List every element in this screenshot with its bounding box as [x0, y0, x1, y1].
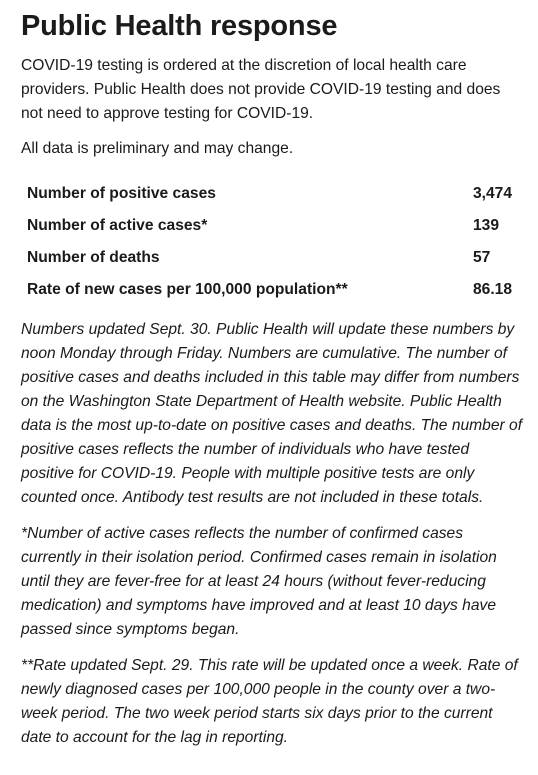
page-title: Public Health response — [21, 10, 338, 42]
stat-label-active-cases: Number of active cases* — [27, 217, 208, 234]
preliminary-notice: All data is preliminary and may change. — [21, 140, 294, 157]
stat-value-new-case-rate: 86.18 — [473, 281, 513, 298]
stats-table — [21, 178, 517, 306]
stat-value-deaths: 57 — [473, 249, 491, 266]
rate-footnote: **Rate updated Sept. 29. This rate will be updated once a week. Rate of newly diagnosed cases per 100,000 people in the county over a two-week period. The two week period starts six days prior to the current date to account for the lag in reporting. — [21, 657, 518, 746]
table-row — [21, 210, 517, 242]
table-row — [21, 242, 517, 274]
stat-label-new-case-rate: Rate of new cases per 100,000 population** — [27, 281, 348, 298]
table-row — [21, 178, 517, 210]
table-row — [21, 274, 517, 306]
stat-label-positive-cases: Number of positive cases — [27, 185, 216, 202]
stat-value-active-cases: 139 — [473, 217, 500, 234]
stat-value-positive-cases: 3,474 — [473, 185, 513, 202]
update-note: Numbers updated Sept. 30. Public Health will update these numbers by noon Monday through Friday. Numbers are cumulative. The number of positive cases and deaths included in this table may differ from numbers on the Washington State Department of Health website. Public Health data is the most up-to-date on positive cases and deaths. The number of positive cases reflects the number of individuals who have tested positive for COVID-19. People with multiple positive tests are only counted once. Antibody test results are not included in these totals. — [21, 321, 523, 506]
active-cases-footnote: *Number of active cases reflects the number of confirmed cases currently in their isolation period. Confirmed cases remain in isolation until they are fever-free for at least 24 hours (without fever-reducing medication) and symptoms have improved and at least 10 days have passed since symptoms began. — [21, 525, 497, 638]
stat-label-deaths: Number of deaths — [27, 249, 160, 266]
intro-paragraph: COVID-19 testing is ordered at the discretion of local health care providers. Public Health does not provide COVID-19 testing and does not need to approve testing for COVID-19. — [21, 57, 501, 122]
